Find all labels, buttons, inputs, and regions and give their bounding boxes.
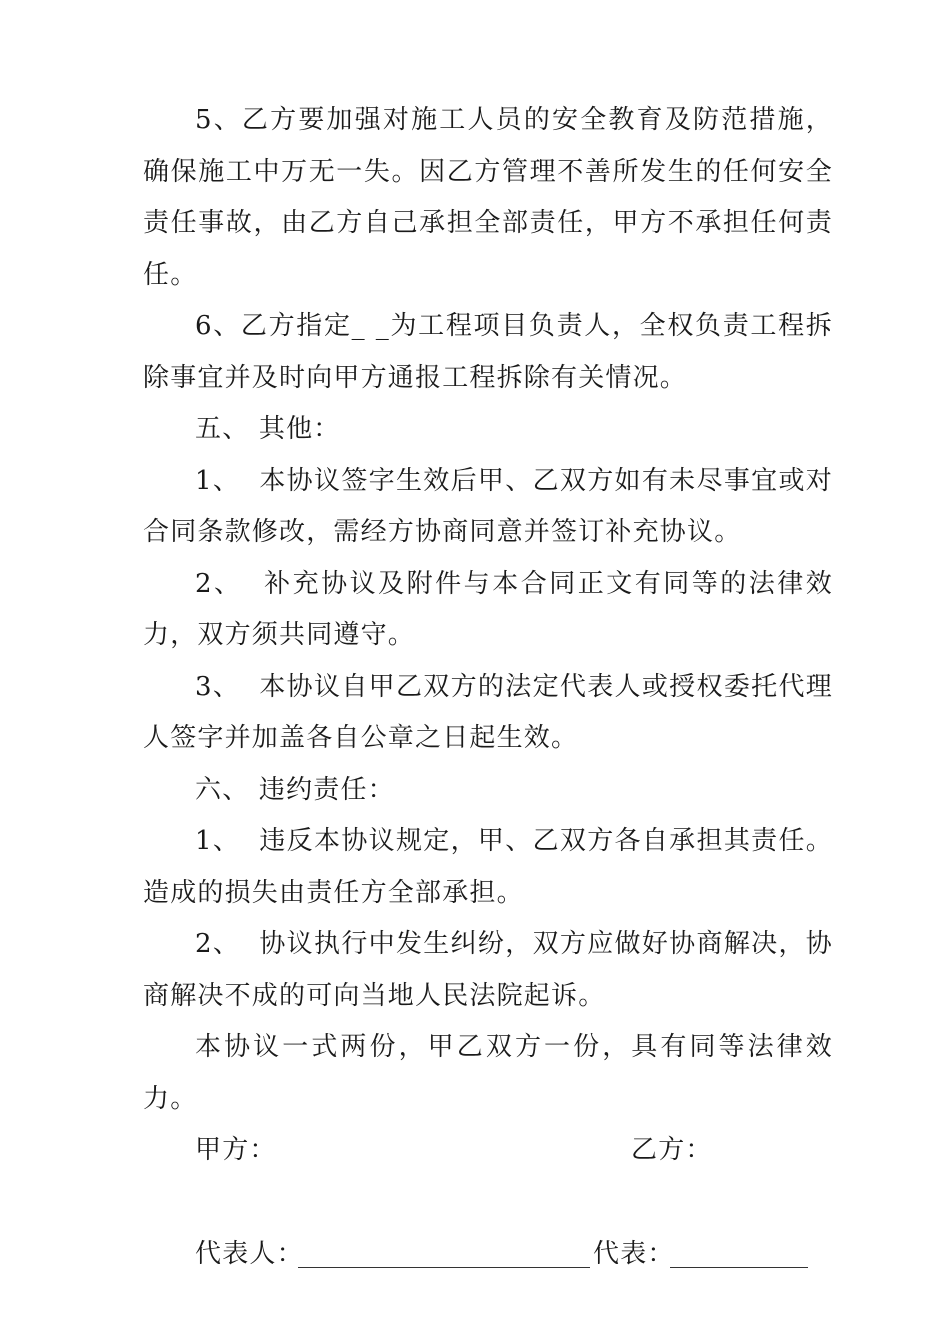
section-5-item-2: 2、 补充协议及附件与本合同正文有同等的法律效力，双方须共同遵守。 bbox=[143, 568, 833, 650]
rep-a-label: 代表人： bbox=[195, 1238, 304, 1269]
clause-5-safety: 5、乙方要加强对施工人员的安全教育及防范措施，确保施工中万无一失。因乙方管理不善所发生的任何安全责任事故，由乙方自己承担全部责任，甲方不承担任何责任。 bbox=[143, 105, 833, 290]
section-5-item-1: 1、 本协议签字生效后甲、乙双方如有未尽事宜或对合同条款修改，需经方协商同意并签订补充协议。 bbox=[143, 465, 833, 547]
party-a-label: 甲方： bbox=[195, 1135, 277, 1165]
section-6-item-1: 1、 违反本协议规定，甲、乙双方各自承担其责任。造成的损失由责任方全部承担。 bbox=[143, 826, 833, 908]
rep-b-label: 代表： bbox=[593, 1238, 675, 1269]
section-6-heading: 六、 违约责任： bbox=[195, 774, 395, 805]
clause-6-project-manager: 6、乙方指定_ _为工程项目负责人，全权负责工程拆 除事宜并及时向甲方通报工程拆除有关情况。 bbox=[143, 311, 843, 393]
party-b-label: 乙方： bbox=[631, 1135, 713, 1165]
copies-statement: 本协议一式两份，甲乙双方一份，具有同等法律效力。 bbox=[143, 1032, 833, 1114]
rep-b-signature-line bbox=[670, 1267, 808, 1268]
party-labels-row bbox=[143, 1125, 833, 1177]
document-body bbox=[143, 95, 843, 1280]
section-6-item-2: 2、 协议执行中发生纠纷，双方应做好协商解决，协商解决不成的可向当地人民法院起诉。 bbox=[143, 929, 833, 1011]
rep-a-signature-line bbox=[298, 1267, 590, 1268]
representative-row bbox=[143, 1229, 833, 1281]
section-5-item-3: 3、 本协议自甲乙双方的法定代表人或授权委托代理人签字并加盖各自公章之日起生效。 bbox=[143, 671, 833, 753]
section-5-heading: 五、 其他： bbox=[195, 414, 341, 444]
